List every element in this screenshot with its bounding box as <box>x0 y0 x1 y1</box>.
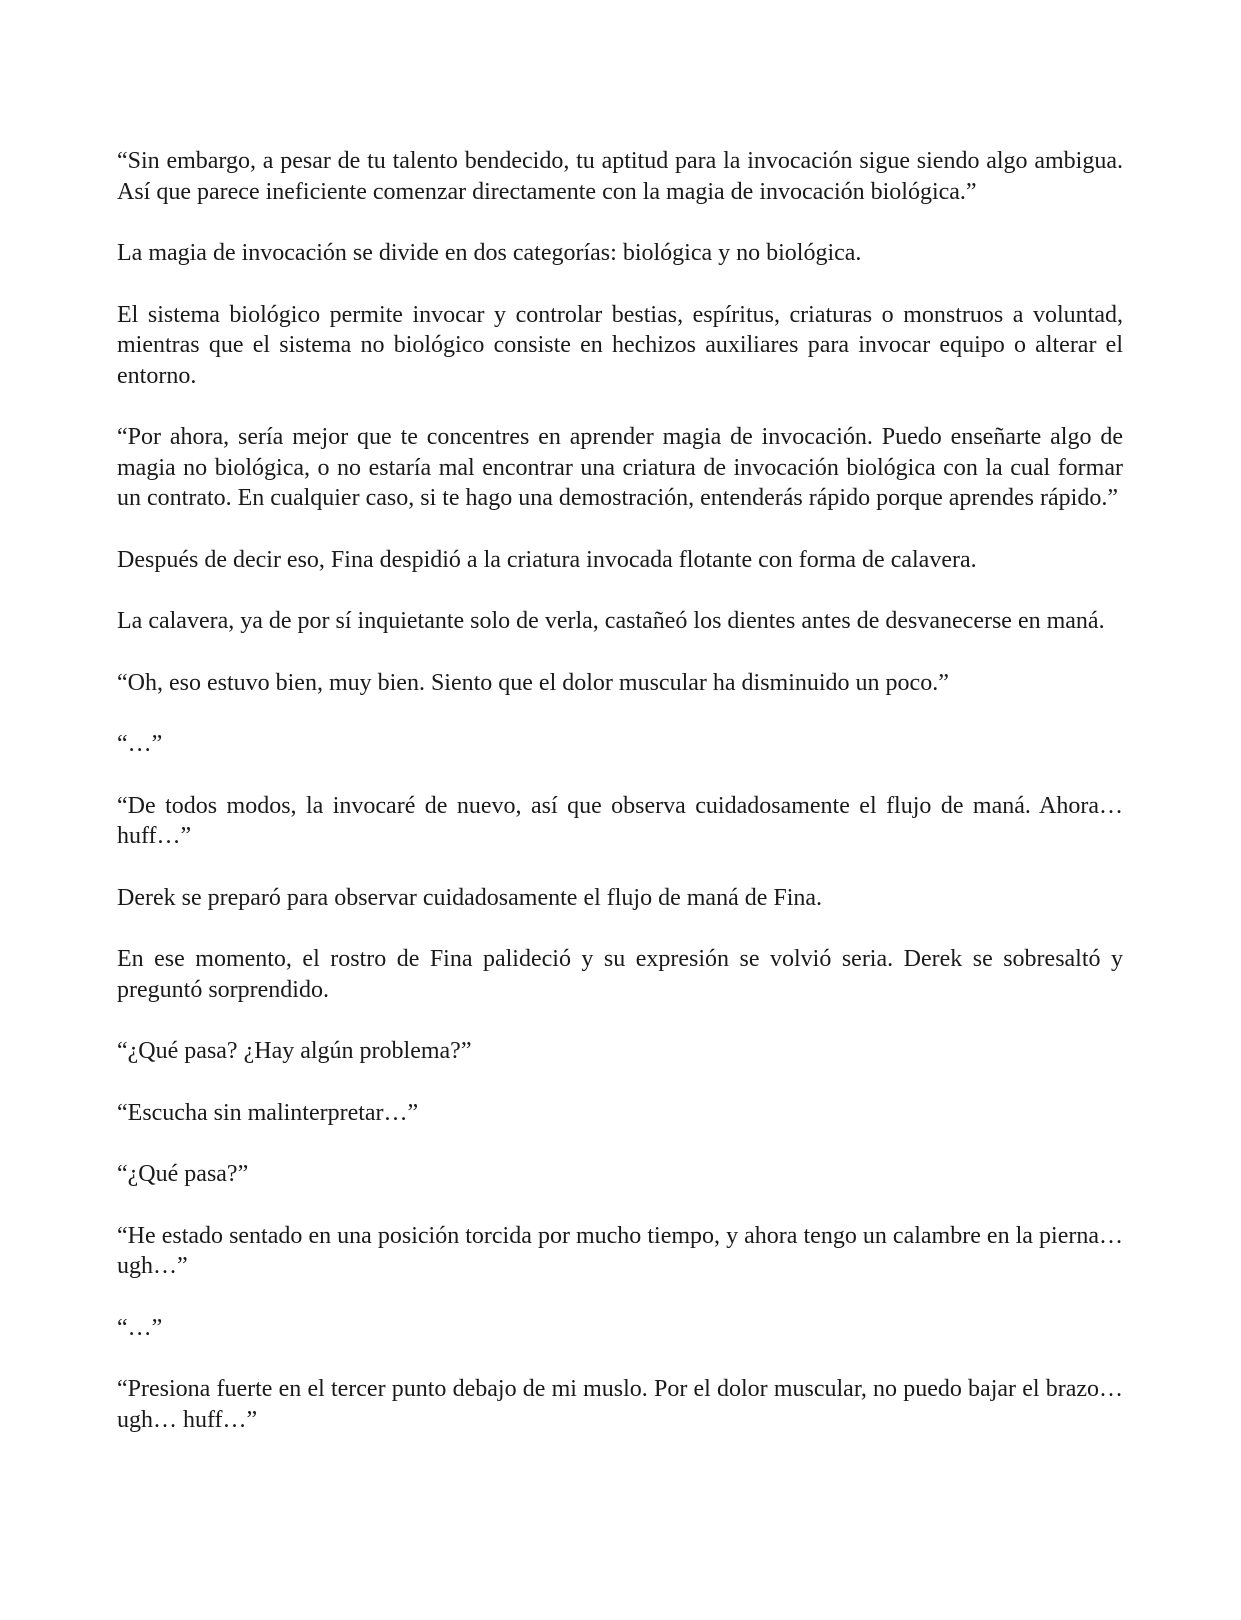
paragraph: La magia de invocación se divide en dos categorías: biológica y no biológica. <box>117 240 862 266</box>
page-body-text <box>117 146 1123 1466</box>
paragraph: La calavera, ya de por sí inquietante solo de verla, castañeó los dientes antes de desvanecerse en maná. <box>117 608 1105 634</box>
paragraph: “Por ahora, sería mejor que te concentres en aprender magia de invocación. Puedo enseñarte algo de magia no biológica, o no estaría mal encontrar una criatura de invocación biológica con la cual formar un contrato. En cualquier caso, si te hago una demostración, entenderás rápido porque aprendes rápido.” <box>117 424 1123 511</box>
paragraph: “…” <box>117 1314 163 1341</box>
paragraph: “…” <box>117 731 163 757</box>
paragraph: El sistema biológico permite invocar y controlar bestias, espíritus, criaturas o monstruos a voluntad, mientras que el sistema no biológico consiste en hechizos auxiliares para invocar equipo o alterar el entorno. <box>117 301 1123 389</box>
paragraph: “Presiona fuerte en el tercer punto debajo de mi muslo. Por el dolor muscular, no puedo bajar el brazo… ugh… huff…” <box>117 1376 1123 1433</box>
paragraph: Derek se preparó para observar cuidadosamente el flujo de maná de Fina. <box>117 884 823 911</box>
paragraph: Después de decir eso, Fina despidió a la criatura invocada flotante con forma de calavera. <box>117 546 977 573</box>
paragraph: En ese momento, el rostro de Fina palideció y su expresión se volvió seria. Derek se sobresaltó y preguntó sorprendido. <box>117 946 1123 1003</box>
paragraph: “Oh, eso estuvo bien, muy bien. Siento que el dolor muscular ha disminuido un poco.” <box>117 669 949 696</box>
paragraph: “¿Qué pasa?” <box>117 1161 249 1187</box>
paragraph: “Escucha sin malinterpretar…” <box>117 1099 419 1126</box>
paragraph: “Sin embargo, a pesar de tu talento bendecido, tu aptitud para la invocación sigue siendo algo ambigua. Así que parece ineficiente comenzar directamente con la magia de invocación biológica.” <box>117 148 1123 205</box>
paragraph: “He estado sentado en una posición torcida por mucho tiempo, y ahora tengo un calambre en la pierna… ugh…” <box>117 1222 1123 1279</box>
paragraph: “¿Qué pasa? ¿Hay algún problema?” <box>117 1038 472 1064</box>
paragraph: “De todos modos, la invocaré de nuevo, así que observa cuidadosamente el flujo de maná. Ahora… huff…” <box>117 792 1123 849</box>
